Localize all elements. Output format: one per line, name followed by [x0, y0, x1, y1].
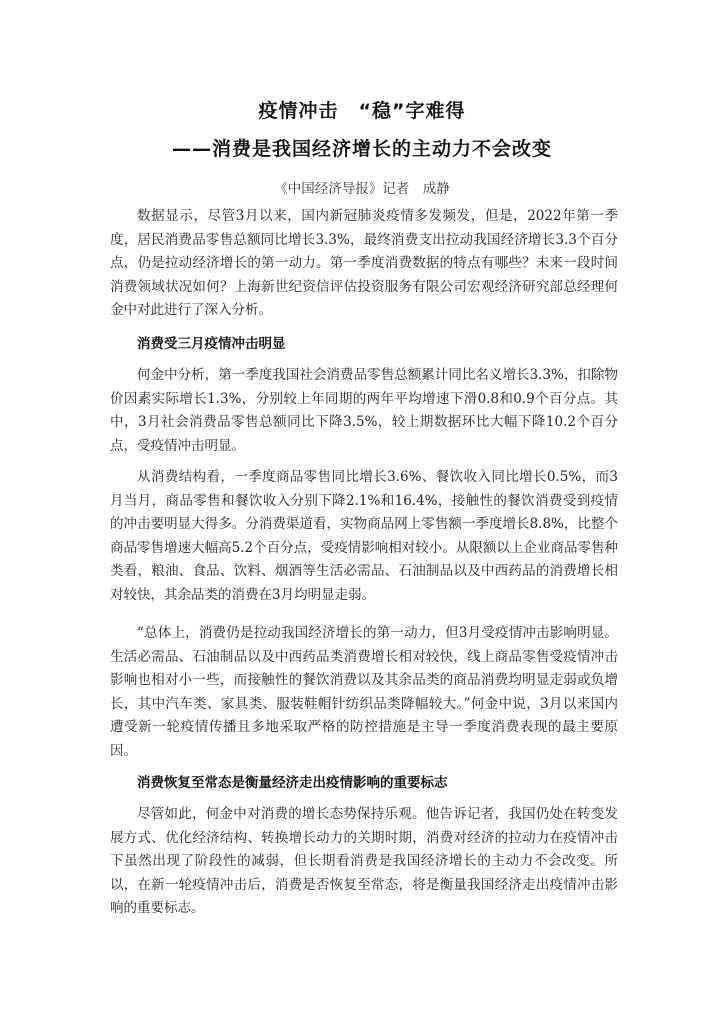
paragraph-1: 数据显示，尽管3月以来，国内新冠肺炎疫情多发频发，但是，2022年第一季度，居民消费品零售总额同比增长3.3%，最终消费支出拉动我国经济增长3.3个百分点，仍是拉动经济增长的第一动力。第一季度消费数据的特点有哪些？未来一段时间消费领域状况如何？上海新世纪资信评估投资服务有限公司宏观经济研究部总经理何金中对此进行了深入分析。	[110, 208, 618, 318]
article-byline: 《中国经济导报》记者 成静	[274, 181, 450, 197]
paragraph-3: 从消费结构看，一季度商品零售同比增长3.6%、餐饮收入同比增长0.5%，而3月当月，商品零售和餐饮收入分别下降2.1%和16.4%，接触性的餐饮消费受到疫情的冲击要明显大得多。分消费渠道看，实物商品网上零售额一季度增长8.8%，比整个商品零售增速大幅高5.2个百分点，受疫情影响相对较小。从限额以上企业商品零售种类看，粮油、食品、饮料、烟酒等生活必需品、石油制品以及中西药品的消费增长相对较快，其余品类的消费在3月均明显走弱。	[110, 469, 618, 603]
paragraph-4: “总体上，消费仍是拉动我国经济增长的第一动力，但3月受疫情冲击影响明显。生活必需品、石油制品以及中西药品类消费增长相对较快，线上商品零售受疫情冲击影响也相对小一些，而接触性的餐饮消费以及其余品类的商品消费均明显走弱或负增长，其中汽车类、家具类、服装鞋帽针纺织品类降幅较大。”何金中说，3月以来国内遭受新一轮疫情传播且多地采取严格的防控措施是主导一季度消费表现的最主要原因。	[110, 625, 618, 759]
article-subtitle: ——消费是我国经济增长的主动力不会改变	[171, 138, 552, 160]
paragraph-2: 何金中分析，第一季度我国社会消费品零售总额累计同比名义增长3.3%，扣除物价因素实际增长1.3%，分别较上年同期的两年平均增速下滑0.8和0.9个百分点。其中，3月社会消费品零售总额同比下降3.5%，较上期数据环比大幅下降10.2个百分点，受疫情冲击明显。	[110, 367, 618, 454]
paragraph-5: 尽管如此，何金中对消费的增长态势保持乐观。他告诉记者，我国仍处在转变发展方式、优化经济结构、转换增长动力的关期时期，消费对经济的拉动力在疫情冲击下虽然出现了阶段性的减弱，但长期看消费是我国经济增长的主动力不会改变。所以，在新一轮疫情冲击后，消费是否恢复至常态，将是衡量我国经济走出疫情冲击影响的重要标志。	[110, 806, 618, 916]
article-title: 疫情冲击 “稳”字难得	[258, 100, 466, 122]
section-heading-2: 消费恢复至常态是衡量经济走出疫情影响的重要标志	[137, 775, 448, 791]
section-heading-1: 消费受三月疫情冲击明显	[137, 336, 286, 352]
